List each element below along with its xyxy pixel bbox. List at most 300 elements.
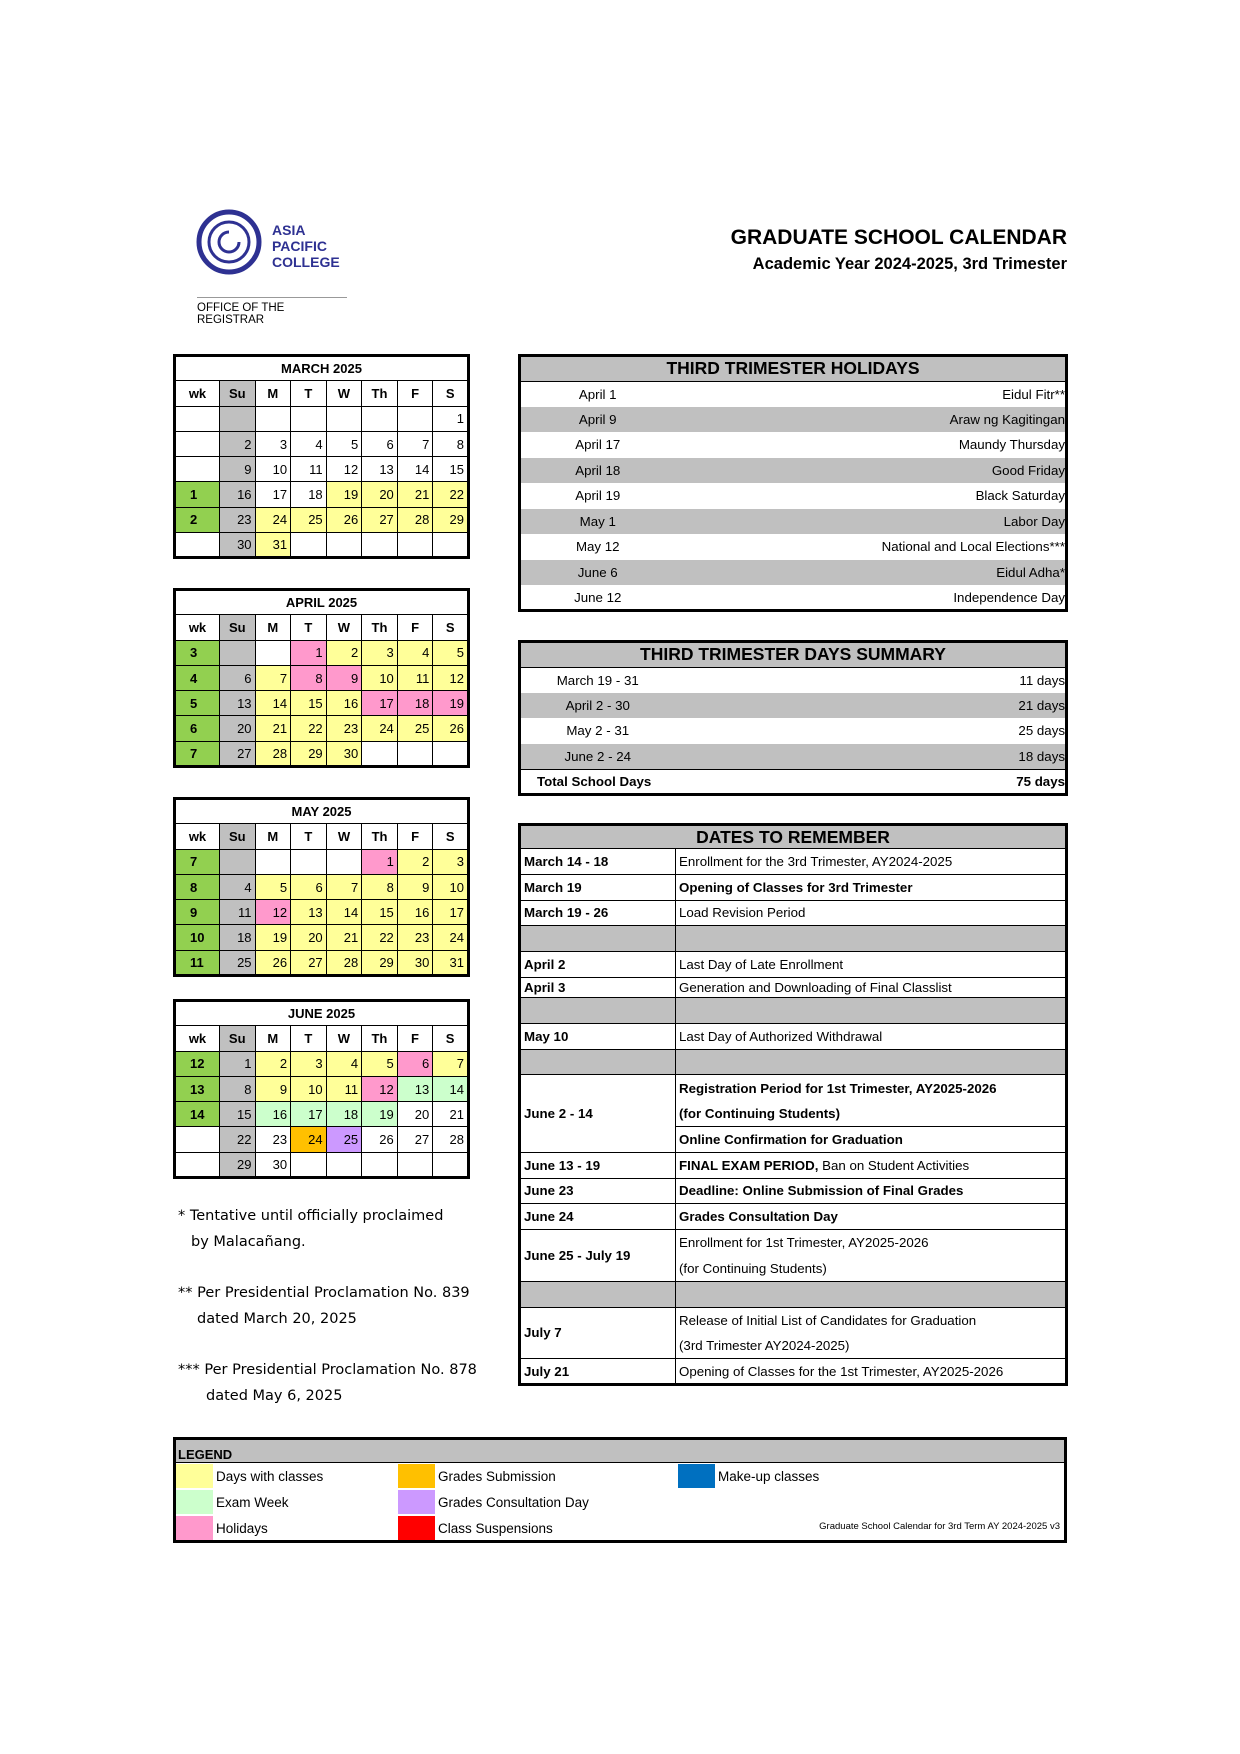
day-cell: 4 <box>291 431 327 456</box>
event-cell: Opening of Classes for 3rd Trimester <box>676 874 1067 900</box>
day-cell: 31 <box>433 950 469 975</box>
day-cell: 26 <box>255 950 291 975</box>
day-cell: 28 <box>255 741 291 766</box>
legend-swatch-classes <box>176 1464 213 1488</box>
day-cell: 20 <box>291 925 327 950</box>
date-cell: June 25 - July 19 <box>520 1230 676 1282</box>
summary-days: 11 days <box>1019 672 1065 688</box>
legend-swatch-grades-submission <box>398 1464 435 1488</box>
day-cell: 23 <box>255 1127 291 1152</box>
day-header: W <box>326 381 362 406</box>
day-header: S <box>433 381 469 406</box>
event-cell: Generation and Downloading of Final Classlist <box>676 977 1067 997</box>
legend <box>173 1437 1067 1543</box>
summary-row <box>520 667 1067 693</box>
day-header: F <box>397 1026 433 1051</box>
week-row <box>175 533 469 558</box>
week-row <box>175 925 469 950</box>
day-cell: 10 <box>255 457 291 482</box>
date-cell: June 23 <box>520 1178 676 1204</box>
table-row <box>520 1307 1067 1333</box>
day-cell <box>362 533 398 558</box>
day-cell: 23 <box>219 507 255 532</box>
week-number: 7 <box>175 741 220 766</box>
legend-label: Grades Consultation Day <box>438 1495 589 1510</box>
day-cell: 11 <box>219 900 255 925</box>
week-number: 3 <box>175 640 220 665</box>
day-cell: 3 <box>255 431 291 456</box>
week-row <box>175 716 469 741</box>
table-row <box>520 1230 1067 1256</box>
day-cell: 20 <box>397 1102 433 1127</box>
day-cell: 11 <box>397 665 433 690</box>
day-cell: 26 <box>433 716 469 741</box>
legend-label: Days with classes <box>216 1469 324 1484</box>
day-cell: 24 <box>362 716 398 741</box>
summary-range: June 2 - 24 <box>564 748 632 764</box>
week-number: 7 <box>175 849 220 874</box>
logo-text-line: COLLEGE <box>272 254 340 270</box>
day-cell: 8 <box>433 431 469 456</box>
week-number: 6 <box>175 716 220 741</box>
day-cell <box>433 741 469 766</box>
day-cell: 4 <box>397 640 433 665</box>
day-cell: 8 <box>362 874 398 899</box>
day-header: Th <box>362 381 398 406</box>
event-cell: Last Day of Late Enrollment <box>676 952 1067 978</box>
date-cell: April 3 <box>520 977 676 997</box>
day-cell: 9 <box>397 874 433 899</box>
week-row <box>175 1102 469 1127</box>
day-cell: 4 <box>219 874 255 899</box>
week-number <box>175 1152 220 1177</box>
day-cell <box>219 849 255 874</box>
summary-row <box>520 693 1067 719</box>
event-cell: (for Continuing Students) <box>676 1101 1067 1127</box>
event-bold-text: FINAL EXAM PERIOD, <box>679 1157 819 1173</box>
day-cell: 12 <box>362 1076 398 1101</box>
event-text: Ban on Student Activities <box>818 1157 970 1173</box>
week-row <box>175 1051 469 1076</box>
day-cell: 23 <box>326 716 362 741</box>
day-cell <box>326 1152 362 1177</box>
event-cell <box>676 1152 1067 1178</box>
day-header: T <box>291 824 327 849</box>
day-cell <box>291 533 327 558</box>
day-header: F <box>397 824 433 849</box>
day-cell: 15 <box>291 691 327 716</box>
event-cell: Enrollment for the 3rd Trimester, AY2024-2025 <box>676 849 1067 875</box>
event-cell: Load Revision Period <box>676 900 1067 926</box>
day-cell: 20 <box>219 716 255 741</box>
holiday-name: Eidul Fitr** <box>1002 386 1065 402</box>
holiday-row <box>520 509 1067 535</box>
day-cell: 30 <box>219 533 255 558</box>
table-row <box>520 900 1067 926</box>
day-cell: 12 <box>255 900 291 925</box>
day-cell: 20 <box>362 482 398 507</box>
day-cell: 19 <box>362 1102 398 1127</box>
day-cell: 31 <box>255 533 291 558</box>
footnote: ** Per Presidential Proclamation No. 839 <box>178 1285 470 1301</box>
day-cell: 26 <box>326 507 362 532</box>
day-cell: 6 <box>219 665 255 690</box>
week-number: 11 <box>175 950 220 975</box>
day-cell: 10 <box>291 1076 327 1101</box>
day-cell: 21 <box>397 482 433 507</box>
blank-cell <box>520 926 676 952</box>
week-row <box>175 507 469 532</box>
day-cell <box>255 849 291 874</box>
day-cell <box>433 1152 469 1177</box>
table-row <box>520 1281 1067 1307</box>
footer-version: Graduate School Calendar for 3rd Term AY 2024-2025 v3 <box>819 1521 1060 1532</box>
day-cell: 8 <box>219 1076 255 1101</box>
day-cell <box>255 406 291 431</box>
holiday-date: April 17 <box>575 437 621 453</box>
blank-cell <box>520 1281 676 1307</box>
event-cell: Online Confirmation for Graduation <box>676 1126 1067 1152</box>
week-number: 1 <box>175 482 220 507</box>
day-cell: 29 <box>219 1152 255 1177</box>
day-header: Su <box>219 615 255 640</box>
week-number <box>175 431 220 456</box>
calendar-may <box>173 797 470 977</box>
holiday-date: April 18 <box>575 462 621 478</box>
event-cell: Release of Initial List of Candidates for Graduation <box>676 1307 1067 1333</box>
logo-text-line: ASIA <box>272 222 306 238</box>
day-cell: 19 <box>255 925 291 950</box>
week-row <box>175 900 469 925</box>
day-cell <box>433 533 469 558</box>
day-cell: 6 <box>397 1051 433 1076</box>
date-cell: June 24 <box>520 1204 676 1230</box>
blank-cell <box>520 1049 676 1075</box>
day-cell: 1 <box>291 640 327 665</box>
day-cell: 22 <box>219 1127 255 1152</box>
day-cell: 12 <box>326 457 362 482</box>
summary-table <box>518 640 1068 796</box>
day-cell <box>326 406 362 431</box>
day-cell: 10 <box>433 874 469 899</box>
week-row <box>175 849 469 874</box>
day-cell: 18 <box>219 925 255 950</box>
event-cell: Last Day of Authorized Withdrawal <box>676 1023 1067 1049</box>
legend-swatch-makeup <box>678 1464 715 1488</box>
table-row <box>520 1204 1067 1230</box>
month-title: MARCH 2025 <box>175 356 469 381</box>
page-subtitle: Academic Year 2024-2025, 3rd Trimester <box>752 255 1067 273</box>
office-label: OFFICE OF THE REGISTRAR <box>197 297 347 326</box>
event-cell: (for Continuing Students) <box>676 1255 1067 1281</box>
day-cell <box>397 406 433 431</box>
holiday-row <box>520 381 1067 407</box>
day-cell: 29 <box>291 741 327 766</box>
holiday-row <box>520 534 1067 560</box>
day-cell: 3 <box>433 849 469 874</box>
day-cell: 4 <box>326 1051 362 1076</box>
holiday-date: June 6 <box>577 564 618 580</box>
day-cell: 28 <box>397 507 433 532</box>
day-cell: 18 <box>291 482 327 507</box>
day-header: T <box>291 1026 327 1051</box>
holiday-date: April 9 <box>578 411 617 427</box>
day-cell: 18 <box>397 691 433 716</box>
blank-cell <box>520 997 676 1023</box>
day-header: S <box>433 615 469 640</box>
week-row <box>175 1076 469 1101</box>
holidays-title: THIRD TRIMESTER HOLIDAYS <box>520 356 1067 382</box>
summary-range: May 2 - 31 <box>566 723 630 739</box>
day-cell: 5 <box>255 874 291 899</box>
date-cell: March 14 - 18 <box>520 849 676 875</box>
event-cell: (3rd Trimester AY2024-2025) <box>676 1333 1067 1359</box>
week-number: 9 <box>175 900 220 925</box>
holiday-row <box>520 560 1067 586</box>
day-cell: 21 <box>326 925 362 950</box>
legend-label: Class Suspensions <box>438 1521 553 1536</box>
date-cell: May 10 <box>520 1023 676 1049</box>
legend-title: LEGEND <box>176 1440 1064 1463</box>
day-header: M <box>255 824 291 849</box>
day-cell <box>219 406 255 431</box>
date-cell: March 19 - 26 <box>520 900 676 926</box>
day-cell: 2 <box>255 1051 291 1076</box>
day-cell: 27 <box>397 1127 433 1152</box>
holiday-name: National and Local Elections*** <box>881 539 1065 555</box>
day-cell: 9 <box>219 457 255 482</box>
table-row <box>520 1152 1067 1178</box>
week-number <box>175 1127 220 1152</box>
logo-text-line: PACIFIC <box>272 238 327 254</box>
day-cell: 7 <box>397 431 433 456</box>
holiday-name: Araw ng Kagitingan <box>949 411 1065 427</box>
table-row <box>520 1178 1067 1204</box>
day-header: Su <box>219 381 255 406</box>
table-row <box>520 997 1067 1023</box>
day-cell: 19 <box>433 691 469 716</box>
day-cell: 16 <box>326 691 362 716</box>
day-header: Su <box>219 1026 255 1051</box>
table-row <box>520 977 1067 997</box>
day-cell: 9 <box>326 665 362 690</box>
table-row <box>520 849 1067 875</box>
week-number: 13 <box>175 1076 220 1101</box>
holiday-date: April 1 <box>578 386 617 402</box>
day-cell: 24 <box>291 1127 327 1152</box>
day-cell: 16 <box>255 1102 291 1127</box>
week-row <box>175 406 469 431</box>
day-cell: 1 <box>362 849 398 874</box>
day-cell: 7 <box>433 1051 469 1076</box>
day-cell: 27 <box>362 507 398 532</box>
day-cell: 13 <box>219 691 255 716</box>
week-row <box>175 1127 469 1152</box>
summary-body <box>520 642 1067 795</box>
day-cell: 13 <box>291 900 327 925</box>
summary-range: March 19 - 31 <box>556 672 639 688</box>
day-header: F <box>397 381 433 406</box>
event-cell: Opening of Classes for the 1st Trimester, AY2025-2026 <box>676 1359 1067 1385</box>
blank-cell <box>676 1281 1067 1307</box>
day-header: T <box>291 615 327 640</box>
day-cell: 28 <box>433 1127 469 1152</box>
holiday-date: April 19 <box>575 488 621 504</box>
summary-days: 25 days <box>1018 723 1065 739</box>
day-cell: 5 <box>433 640 469 665</box>
day-cell <box>291 406 327 431</box>
day-header: M <box>255 381 291 406</box>
day-cell: 25 <box>219 950 255 975</box>
holiday-name: Maundy Thursday <box>958 437 1065 453</box>
summary-row <box>520 718 1067 744</box>
day-header: Su <box>219 824 255 849</box>
day-cell: 22 <box>362 925 398 950</box>
day-cell: 7 <box>255 665 291 690</box>
day-cell: 30 <box>397 950 433 975</box>
holiday-name: Eidul Adha* <box>996 564 1065 580</box>
week-row <box>175 950 469 975</box>
day-cell: 9 <box>255 1076 291 1101</box>
event-cell: Enrollment for 1st Trimester, AY2025-2026 <box>676 1230 1067 1256</box>
holiday-name: Independence Day <box>953 589 1065 605</box>
day-cell: 14 <box>397 457 433 482</box>
summary-title: THIRD TRIMESTER DAYS SUMMARY <box>520 642 1067 668</box>
day-cell <box>397 533 433 558</box>
week-number: 14 <box>175 1102 220 1127</box>
table-row <box>520 952 1067 978</box>
day-cell: 21 <box>255 716 291 741</box>
legend-label: Grades Submission <box>438 1469 556 1484</box>
day-cell: 15 <box>362 900 398 925</box>
table-row <box>520 1023 1067 1049</box>
day-cell <box>362 741 398 766</box>
day-cell <box>291 849 327 874</box>
day-cell: 17 <box>433 900 469 925</box>
day-header: W <box>326 824 362 849</box>
dates-table <box>518 823 1068 1386</box>
holiday-date: May 12 <box>575 539 620 555</box>
table-row <box>520 926 1067 952</box>
page-title: GRADUATE SCHOOL CALENDAR <box>730 226 1067 249</box>
holiday-date: May 1 <box>579 513 616 529</box>
day-cell <box>326 533 362 558</box>
holiday-row <box>520 585 1067 611</box>
week-row <box>175 482 469 507</box>
date-cell: June 2 - 14 <box>520 1075 676 1152</box>
week-number <box>175 533 220 558</box>
table-row <box>520 1359 1067 1385</box>
summary-days: 21 days <box>1018 697 1065 713</box>
date-cell: April 2 <box>520 952 676 978</box>
footnote: dated May 6, 2025 <box>206 1388 343 1404</box>
date-cell: July 7 <box>520 1307 676 1359</box>
table-row <box>520 1049 1067 1075</box>
day-cell <box>362 406 398 431</box>
day-cell: 28 <box>326 950 362 975</box>
day-cell: 13 <box>362 457 398 482</box>
week-row <box>175 665 469 690</box>
legend-swatch-holidays <box>176 1516 213 1540</box>
holiday-name: Good Friday <box>991 462 1065 478</box>
day-cell: 27 <box>291 950 327 975</box>
day-cell: 2 <box>326 640 362 665</box>
day-header: wk <box>175 1026 220 1051</box>
day-cell: 16 <box>219 482 255 507</box>
day-cell: 17 <box>362 691 398 716</box>
day-cell: 29 <box>433 507 469 532</box>
day-header: Th <box>362 824 398 849</box>
day-cell: 16 <box>397 900 433 925</box>
date-cell: July 21 <box>520 1359 676 1385</box>
day-cell: 5 <box>362 1051 398 1076</box>
day-cell: 11 <box>291 457 327 482</box>
day-header: S <box>433 1026 469 1051</box>
holiday-row <box>520 458 1067 484</box>
day-cell: 11 <box>326 1076 362 1101</box>
legend-swatch-exam <box>176 1490 213 1514</box>
day-cell: 22 <box>291 716 327 741</box>
week-number: 2 <box>175 507 220 532</box>
legend-label: Exam Week <box>216 1495 289 1510</box>
day-cell: 25 <box>291 507 327 532</box>
month-title: JUNE 2025 <box>175 1001 469 1026</box>
day-cell <box>219 640 255 665</box>
day-header: S <box>433 824 469 849</box>
day-cell: 21 <box>433 1102 469 1127</box>
day-header: wk <box>175 824 220 849</box>
day-cell: 17 <box>291 1102 327 1127</box>
day-cell: 25 <box>326 1127 362 1152</box>
day-cell: 23 <box>397 925 433 950</box>
day-cell <box>362 1152 398 1177</box>
day-cell: 6 <box>362 431 398 456</box>
day-cell: 1 <box>219 1051 255 1076</box>
day-cell: 2 <box>397 849 433 874</box>
week-number: 8 <box>175 874 220 899</box>
total-label: Total School Days <box>520 769 675 795</box>
footnote: by Malacañang. <box>191 1234 306 1250</box>
blank-cell <box>676 997 1067 1023</box>
day-cell: 10 <box>362 665 398 690</box>
day-cell: 6 <box>291 874 327 899</box>
day-header: W <box>326 1026 362 1051</box>
college-logo <box>193 208 353 326</box>
footnote: * Tentative until officially proclaimed <box>178 1208 444 1224</box>
week-row <box>175 457 469 482</box>
day-header: M <box>255 1026 291 1051</box>
blank-cell <box>676 1049 1067 1075</box>
holidays-body <box>520 356 1067 611</box>
holiday-row <box>520 432 1067 458</box>
day-cell: 24 <box>255 507 291 532</box>
day-cell <box>291 1152 327 1177</box>
summary-days: 18 days <box>1018 748 1065 764</box>
dates-title: DATES TO REMEMBER <box>520 825 1067 849</box>
day-cell: 15 <box>219 1102 255 1127</box>
day-cell: 3 <box>291 1051 327 1076</box>
day-cell: 30 <box>255 1152 291 1177</box>
week-row <box>175 640 469 665</box>
legend-swatch-consultation <box>398 1490 435 1514</box>
blank-cell <box>676 926 1067 952</box>
date-cell: March 19 <box>520 874 676 900</box>
legend-label: Make-up classes <box>718 1469 820 1484</box>
week-number <box>175 406 220 431</box>
day-cell: 26 <box>362 1127 398 1152</box>
day-cell: 12 <box>433 665 469 690</box>
day-cell: 27 <box>219 741 255 766</box>
